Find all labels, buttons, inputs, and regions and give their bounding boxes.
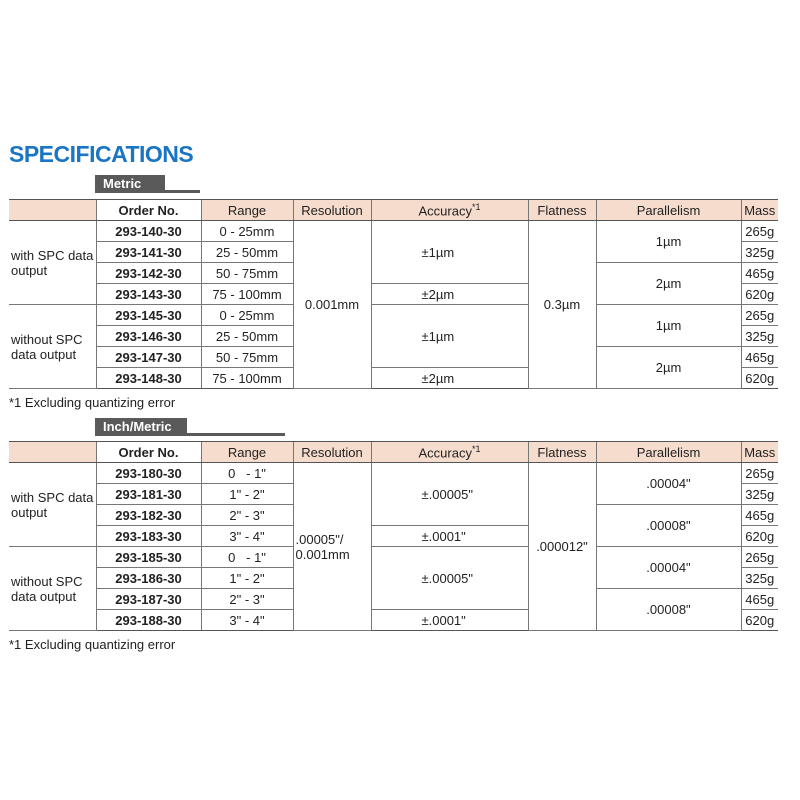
order-no-cell: 293-146-30 [96, 326, 201, 347]
range-cell: 3" - 4" [201, 526, 293, 547]
accuracy-cell: ±2µm [371, 284, 528, 305]
range-cell: 2" - 3" [201, 505, 293, 526]
mass-cell: 325g [741, 568, 778, 589]
accuracy-cell: ±.00005" [371, 463, 528, 526]
range-cell: 75 - 100mm [201, 368, 293, 389]
order-no-cell: 293-148-30 [96, 368, 201, 389]
parallelism-cell: 1µm [596, 305, 741, 347]
range-cell: 0 - 25mm [201, 305, 293, 326]
inch-tab [95, 418, 285, 436]
parallelism-cell: .00004" [596, 547, 741, 589]
metric-tab-label: Metric [95, 175, 165, 193]
flatness-cell: 0.3µm [528, 221, 596, 389]
resolution-cell: .00005"/ 0.001mm [293, 463, 371, 631]
mass-cell: 325g [741, 326, 778, 347]
table-row [9, 221, 778, 242]
parallelism-cell: .00008" [596, 589, 741, 631]
inch-tab-label: Inch/Metric [95, 418, 187, 436]
metric-tab [95, 175, 200, 193]
order-no-cell: 293-140-30 [96, 221, 201, 242]
flatness-cell: .000012" [528, 463, 596, 631]
mass-cell: 325g [741, 242, 778, 263]
mass-cell: 325g [741, 484, 778, 505]
table-row [9, 547, 778, 568]
inch-header-row [9, 442, 778, 463]
order-no-cell: 293-141-30 [96, 242, 201, 263]
metric-header-row [9, 200, 778, 221]
mass-cell: 620g [741, 284, 778, 305]
range-cell: 0 - 25mm [201, 221, 293, 242]
mass-cell: 620g [741, 368, 778, 389]
resolution-header: Resolution [293, 442, 371, 463]
mass-header: Mass [741, 442, 778, 463]
range-cell: 25 - 50mm [201, 242, 293, 263]
range-cell: 50 - 75mm [201, 347, 293, 368]
order-no-cell: 293-181-30 [96, 484, 201, 505]
accuracy-cell: ±.0001" [371, 526, 528, 547]
order-no-cell: 293-180-30 [96, 463, 201, 484]
page-title: SPECIFICATIONS [9, 141, 194, 167]
group-header [9, 200, 96, 221]
accuracy-header-text: Accuracy [418, 445, 472, 461]
group-label: without SPC data output [9, 305, 96, 389]
mass-cell: 465g [741, 263, 778, 284]
range-cell: 0 - 1" [201, 547, 293, 568]
mass-cell: 620g [741, 526, 778, 547]
inch-footnote: *1 Excluding quantizing error [9, 637, 176, 652]
group-label: with SPC data output [9, 463, 96, 547]
mass-cell: 265g [741, 463, 778, 484]
order-no-cell: 293-185-30 [96, 547, 201, 568]
metric-spec-table [9, 199, 778, 389]
order-no-cell: 293-187-30 [96, 589, 201, 610]
table-row [9, 463, 778, 484]
parallelism-cell: 1µm [596, 221, 741, 263]
mass-cell: 620g [741, 610, 778, 631]
group-label: without SPC data output [9, 547, 96, 631]
parallelism-cell: .00008" [596, 505, 741, 547]
range-cell: 1" - 2" [201, 568, 293, 589]
mass-cell: 265g [741, 221, 778, 242]
inch-spec-table [9, 441, 778, 631]
range-cell: 75 - 100mm [201, 284, 293, 305]
mass-cell: 265g [741, 547, 778, 568]
mass-cell: 265g [741, 305, 778, 326]
accuracy-header [371, 442, 528, 463]
mass-cell: 465g [741, 589, 778, 610]
group-header [9, 442, 96, 463]
range-header: Range [201, 200, 293, 221]
parallelism-header: Parallelism [596, 200, 741, 221]
flatness-header: Flatness [528, 200, 596, 221]
mass-header: Mass [741, 200, 778, 221]
group-label: with SPC data output [9, 221, 96, 305]
parallelism-cell: 2µm [596, 263, 741, 305]
accuracy-cell: ±1µm [371, 221, 528, 284]
resolution-cell: 0.001mm [293, 221, 371, 389]
resolution-header: Resolution [293, 200, 371, 221]
table-row [9, 305, 778, 326]
order-no-header: Order No. [96, 442, 201, 463]
metric-tab-underline [165, 190, 200, 193]
order-no-header: Order No. [96, 200, 201, 221]
range-cell: 50 - 75mm [201, 263, 293, 284]
mass-cell: 465g [741, 505, 778, 526]
accuracy-cell: ±1µm [371, 305, 528, 368]
parallelism-header: Parallelism [596, 442, 741, 463]
accuracy-cell: ±.0001" [371, 610, 528, 631]
accuracy-cell: ±2µm [371, 368, 528, 389]
parallelism-cell: .00004" [596, 463, 741, 505]
accuracy-footnote-mark: *1 [471, 443, 481, 454]
flatness-header: Flatness [528, 442, 596, 463]
metric-footnote: *1 Excluding quantizing error [9, 395, 176, 410]
order-no-cell: 293-143-30 [96, 284, 201, 305]
order-no-cell: 293-182-30 [96, 505, 201, 526]
order-no-cell: 293-145-30 [96, 305, 201, 326]
inch-tab-underline [187, 433, 285, 436]
range-cell: 2" - 3" [201, 589, 293, 610]
range-cell: 0 - 1" [201, 463, 293, 484]
accuracy-cell: ±.00005" [371, 547, 528, 610]
range-header: Range [201, 442, 293, 463]
accuracy-footnote-mark: *1 [471, 201, 481, 212]
order-no-cell: 293-183-30 [96, 526, 201, 547]
range-cell: 25 - 50mm [201, 326, 293, 347]
order-no-cell: 293-186-30 [96, 568, 201, 589]
parallelism-cell: 2µm [596, 347, 741, 389]
accuracy-header-text: Accuracy [418, 203, 472, 219]
order-no-cell: 293-188-30 [96, 610, 201, 631]
order-no-cell: 293-147-30 [96, 347, 201, 368]
range-cell: 3" - 4" [201, 610, 293, 631]
mass-cell: 465g [741, 347, 778, 368]
accuracy-header [371, 200, 528, 221]
range-cell: 1" - 2" [201, 484, 293, 505]
order-no-cell: 293-142-30 [96, 263, 201, 284]
